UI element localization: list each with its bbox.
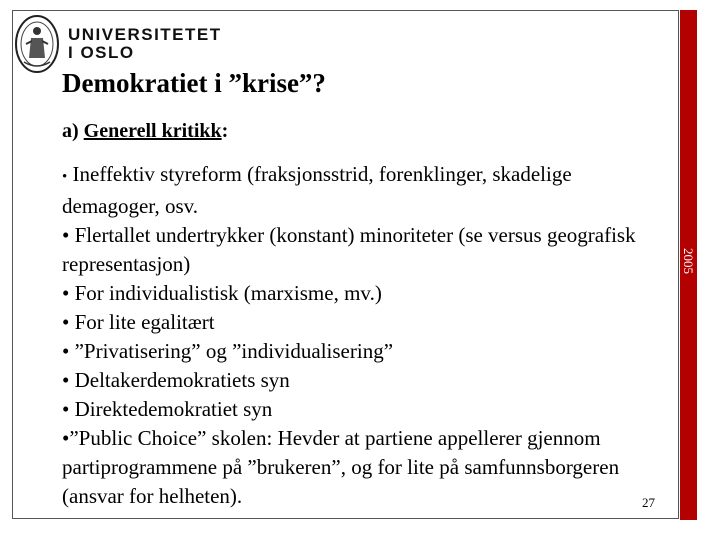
year-label: 2005 xyxy=(681,248,696,274)
bullet-text: ”Public Choice” skolen: Hevder at partiene appellerer gjennom partiprogrammene på ”brukeren”, og for lite på samfunnsborgeren (ansvar for helheten). xyxy=(62,426,620,508)
bullet-item xyxy=(62,395,662,424)
bullet-text: For individualistisk (marxisme, mv.) xyxy=(69,281,382,305)
logo-text-line2: I OSLO xyxy=(68,43,135,62)
bullet-list xyxy=(62,160,662,511)
subtitle-underlined: Generell kritikk xyxy=(83,120,222,142)
page-number: 27 xyxy=(642,495,655,510)
bullet-dot: • xyxy=(62,368,70,392)
bullet-text: Deltakerdemokratiets syn xyxy=(69,368,290,392)
bullet-item xyxy=(62,221,662,279)
bullet-item xyxy=(62,308,662,337)
bullet-dot: • xyxy=(62,339,70,363)
bullet-dot: • xyxy=(62,281,70,305)
bullet-text: For lite egalitært xyxy=(69,310,215,334)
slide-subtitle xyxy=(62,120,228,143)
bullet-text: ”Privatisering” og ”individualisering” xyxy=(69,339,394,363)
slide-title: Demokratiet i ”krise”? xyxy=(62,68,326,98)
bullet-text: Ineffektiv styreform (fraksjonsstrid, forenklinger, skadelige demagoger, osv. xyxy=(62,162,572,218)
subtitle-suffix: : xyxy=(221,120,229,142)
logo-text xyxy=(68,26,222,62)
bullet-dot: • xyxy=(62,397,70,421)
bullet-dot: • xyxy=(62,223,70,247)
university-logo xyxy=(14,14,222,74)
bullet-dot: • xyxy=(62,310,70,334)
bullet-item xyxy=(62,424,662,511)
bullet-item xyxy=(62,160,662,221)
university-seal-icon xyxy=(14,14,60,74)
bullet-text: Flertallet undertrykker (konstant) minoriteter (se versus geografisk representasjon) xyxy=(62,223,636,276)
bullet-item xyxy=(62,366,662,395)
bullet-item xyxy=(62,279,662,308)
subtitle-prefix: a) xyxy=(62,120,84,142)
bullet-dot: • xyxy=(62,426,70,450)
bullet-text: Direktedemokratiet syn xyxy=(69,397,273,421)
bullet-dot: • xyxy=(62,169,68,185)
logo-text-line1: UNIVERSITETET xyxy=(68,25,222,44)
bullet-item xyxy=(62,337,662,366)
